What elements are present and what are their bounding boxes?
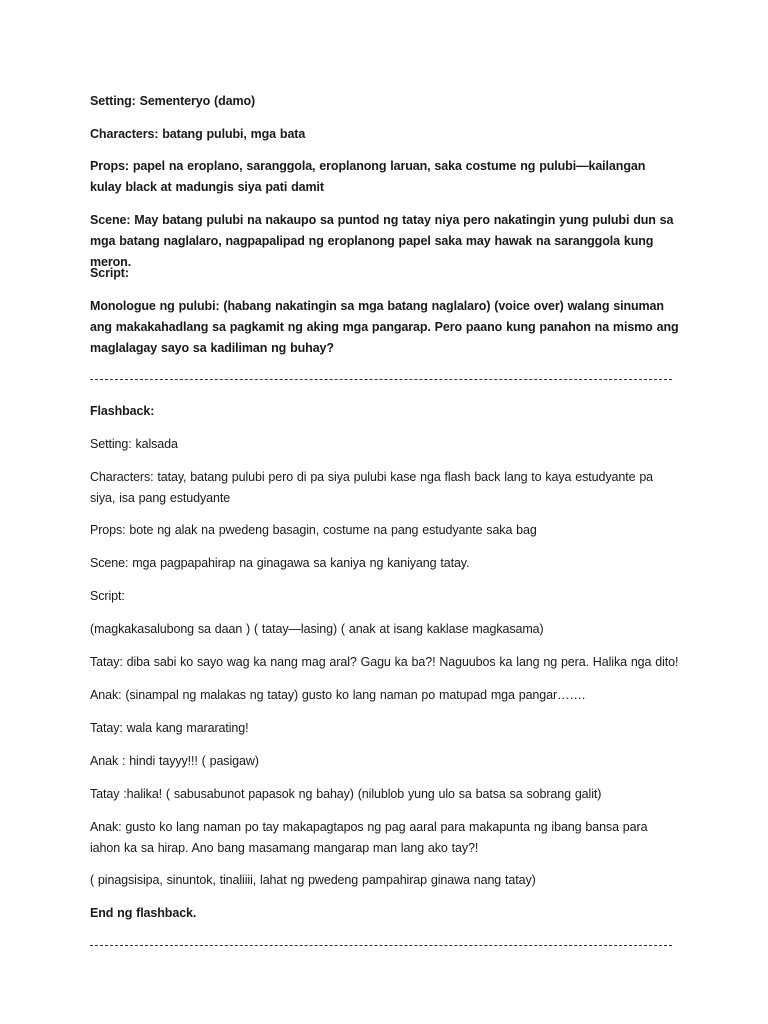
dialogue-line: Anak : hindi tayyy!!! ( pasigaw) xyxy=(90,754,259,768)
flashback-heading: Flashback: xyxy=(90,404,155,418)
end-flashback-line: End ng flashback. xyxy=(90,906,197,920)
section-divider xyxy=(90,379,672,380)
stage-direction: ( pinagsisipa, sinuntok, tinaliiii, lahat ng pwedeng pampahirap ginawa nang tatay) xyxy=(90,873,536,887)
flashback-setting-line: Setting: kalsada xyxy=(90,437,178,451)
flashback-script-heading: Script: xyxy=(90,589,125,603)
section-divider xyxy=(90,945,672,946)
flashback-props-line: Props: bote ng alak na pwedeng basagin, costume na pang estudyante saka bag xyxy=(90,523,537,537)
scene-line: Scene: May batang pulubi na nakaupo sa puntod ng tatay niya pero nakatingin yung pulubi dun sa mga batang naglalaro, nagpapalipad ng eroplanong papel saka may hawak na saranggola kung meron. xyxy=(90,213,674,269)
script-heading: Script: xyxy=(90,266,129,280)
dialogue-line: Tatay: diba sabi ko sayo wag ka nang mag aral? Gagu ka ba?! Naguubos ka lang ng pera. Halika nga dito! xyxy=(90,655,679,669)
dialogue-line: Tatay :halika! ( sabusabunot papasok ng bahay) (nilublob yung ulo sa batsa sa sobrang galit) xyxy=(90,787,602,801)
flashback-scene-line: Scene: mga pagpapahirap na ginagawa sa kaniya ng kaniyang tatay. xyxy=(90,556,470,570)
dialogue-line: Anak: (sinampal ng malakas ng tatay) gusto ko lang naman po matupad mga pangar……. xyxy=(90,688,586,702)
characters-line: Characters: batang pulubi, mga bata xyxy=(90,127,306,141)
dialogue-line: Tatay: wala kang mararating! xyxy=(90,721,249,735)
setting-line: Setting: Sementeryo (damo) xyxy=(90,94,256,108)
flashback-characters-line: Characters: tatay, batang pulubi pero di pa siya pulubi kase nga flash back lang to kaya estudyante pa siya, isa pang estudyante xyxy=(90,470,654,505)
monologue-paragraph: Monologue ng pulubi: (habang nakatingin sa mga batang naglalaro) (voice over) walang sinuman ang makakahadlang sa pagkamit ng aking mga pangarap. Pero paano kung panahon na mismo ang maglalagay sayo sa kadiliman ng buhay? xyxy=(90,299,679,355)
stage-direction: (magkakasalubong sa daan ) ( tatay—lasing) ( anak at isang kaklase magkasama) xyxy=(90,622,544,636)
props-line: Props: papel na eroplano, saranggola, eroplanong laruan, saka costume ng pulubi—kailangan kulay black at madungis siya pati damit xyxy=(90,159,646,194)
dialogue-line: Anak: gusto ko lang naman po tay makapagtapos ng pag aaral para makapunta ng ibang bansa para iahon ka sa hirap. Ano bang masamang mangarap man lang ako tay?! xyxy=(90,820,648,855)
